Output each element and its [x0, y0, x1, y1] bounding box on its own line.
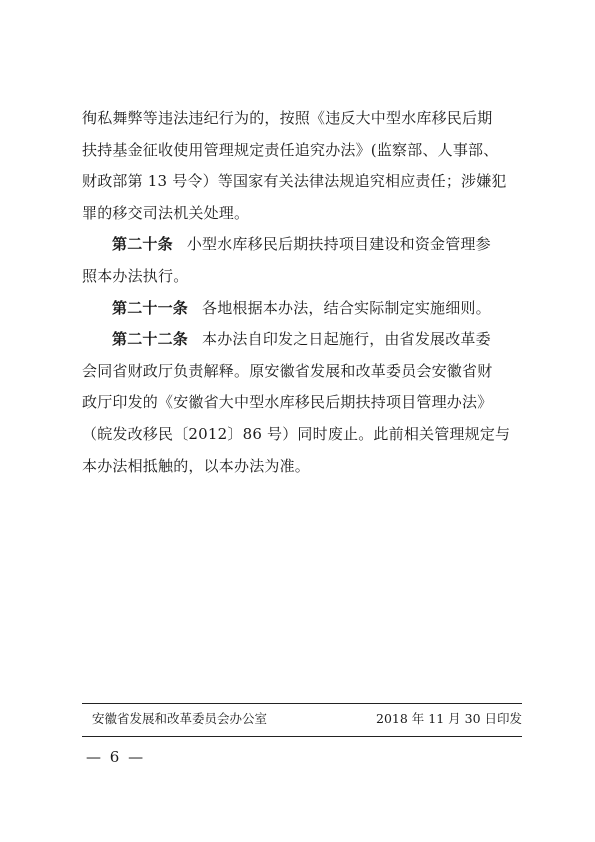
article-21-text: 各地根据本办法，结合实际制定实施细则。: [202, 298, 491, 317]
text-line: 财政部第 13 号令）等国家有关法律法规追究相应责任；涉嫌犯: [82, 172, 507, 191]
footer-top-rule: [82, 703, 522, 704]
article-21-heading: 第二十一条: [112, 298, 189, 317]
text-line: 罪的移交司法机关处理。: [82, 203, 250, 222]
text-line: （皖发改移民〔2012〕86 号）同时废止。此前相关管理规定与: [82, 424, 511, 443]
text-line: 会同省财政厅负责解释。原安徽省发展和改革委员会安徽省财: [82, 361, 493, 380]
text-line: 扶持基金征收使用管理规定责任追究办法》(监察部、人事部、: [82, 140, 499, 159]
text-line: 徇私舞弊等违法违纪行为的，按照《违反大中型水库移民后期: [82, 109, 493, 127]
text-line: 本办法相抵触的，以本办法为准。: [82, 456, 311, 475]
article-22-heading: 第二十二条: [112, 330, 189, 349]
text-line: 照本办法执行。: [82, 266, 189, 285]
footer-date: 2018 年 11 月 30 日印发: [376, 711, 522, 726]
article-20-first-line: [82, 229, 518, 261]
article-20-text: 小型水库移民后期扶持项目建设和资金管理参: [186, 235, 491, 254]
article-21-first-line: [82, 293, 518, 325]
footer-issuer: 安徽省发展和改革委员会办公室: [92, 711, 268, 726]
body-text: [82, 103, 518, 482]
article-22-text: 本办法自印发之日起施行，由省发展改革委: [202, 330, 491, 349]
text-line: 政厅印发的《安徽省大中型水库移民后期扶持项目管理办法》: [82, 393, 493, 412]
page-number: — 6 —: [86, 748, 146, 766]
article-20-heading: 第二十条: [112, 235, 173, 254]
article-22-first-line: [82, 324, 518, 356]
footer-bottom-rule: [82, 736, 522, 737]
